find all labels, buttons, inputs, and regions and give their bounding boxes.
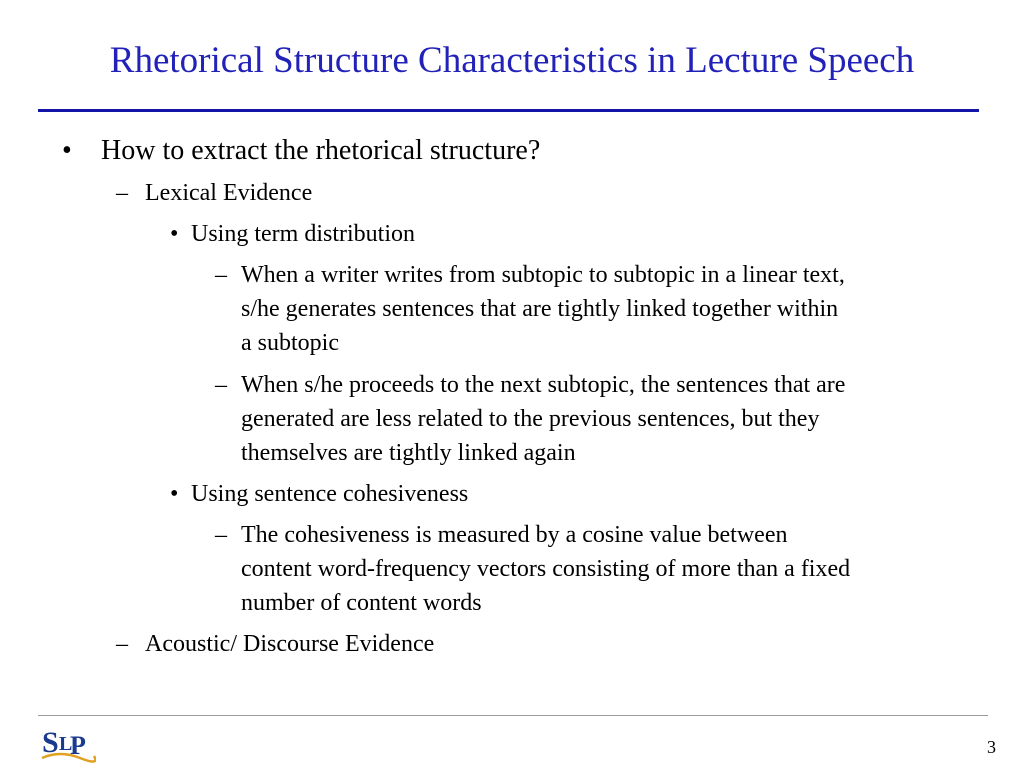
dash-marker: – bbox=[116, 631, 128, 657]
slp-logo-icon bbox=[40, 720, 96, 764]
bullet-level4-cosine-line1: The cohesiveness is measured by a cosine value between bbox=[241, 522, 788, 548]
bullet-marker: • bbox=[170, 221, 179, 247]
dash-marker: – bbox=[215, 372, 227, 398]
bullet-level3-sentence-cohesiveness: Using sentence cohesiveness bbox=[191, 481, 469, 507]
dash-marker: – bbox=[215, 522, 227, 548]
bullet-level2-lexical-evidence: Lexical Evidence bbox=[145, 180, 313, 206]
bullet-level4-cosine-line2: content word-frequency vectors consisting of more than a fixed bbox=[241, 556, 851, 582]
title-divider bbox=[38, 109, 979, 112]
page-number: 3 bbox=[987, 737, 996, 757]
bullet-marker: • bbox=[170, 481, 179, 507]
bullet-level4-cosine-line3: number of content words bbox=[241, 590, 482, 616]
bullet-level1-extract-question: How to extract the rhetorical structure? bbox=[101, 135, 541, 166]
bullet-level4-writer-line1: When a writer writes from subtopic to subtopic in a linear text, bbox=[241, 262, 845, 288]
slide-title: Rhetorical Structure Characteristics in Lecture Speech bbox=[109, 40, 915, 81]
bullet-level4-proceeds-line1: When s/he proceeds to the next subtopic, the sentences that are bbox=[241, 372, 846, 398]
svg-text:P: P bbox=[70, 731, 86, 760]
bullet-level2-acoustic-evidence: Acoustic/ Discourse Evidence bbox=[145, 631, 435, 657]
footer-divider bbox=[38, 715, 988, 716]
bullet-level4-proceeds-line3: themselves are tightly linked again bbox=[241, 440, 576, 466]
bullet-level4-writer-line3: a subtopic bbox=[241, 330, 339, 356]
dash-marker: – bbox=[116, 180, 128, 206]
dash-marker: – bbox=[215, 262, 227, 288]
bullet-level4-proceeds-line2: generated are less related to the previous sentences, but they bbox=[241, 406, 820, 432]
bullet-level4-writer-line2: s/he generates sentences that are tightly linked together within bbox=[241, 296, 839, 322]
bullet-marker: • bbox=[62, 135, 72, 166]
svg-text:L: L bbox=[59, 733, 73, 755]
bullet-level3-term-distribution: Using term distribution bbox=[191, 221, 415, 247]
svg-text:S: S bbox=[42, 726, 59, 759]
